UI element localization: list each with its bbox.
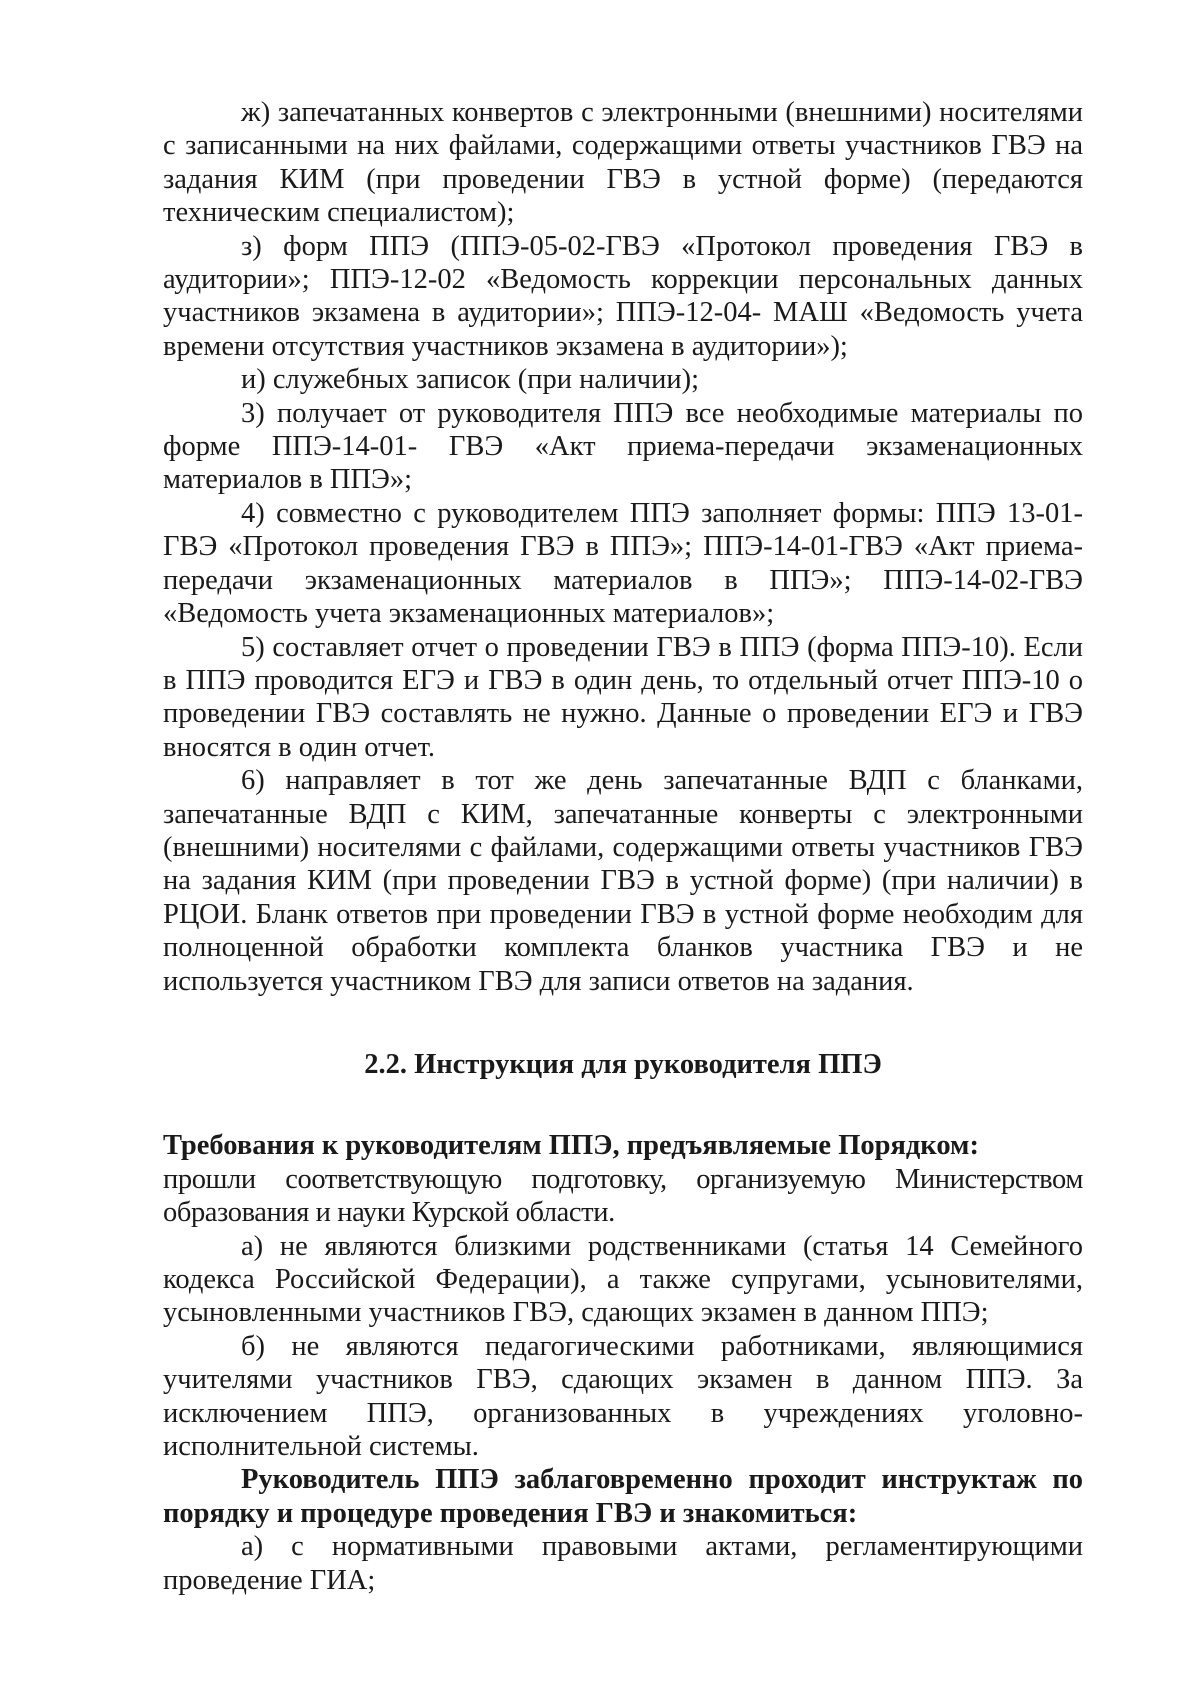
paragraph-item-i: и) служебных записок (при наличии);: [241, 364, 700, 396]
requirements-item-a: а) не являются близкими родственниками (статья 14 Семейного кодекса Российской Федерации), а также супругами, усыновителями, усыновленными участников ГВЭ, сдающих экзамен в данном ППЭ;: [163, 1230, 1083, 1329]
paragraph-item-zh: ж) запечатанных конвертов с электронными (внешними) носителями с записанными на них файлами, содержащими ответы участников ГВЭ на задания КИМ (при проведении ГВЭ в устной форме) (передаются техническим специалистом);: [163, 97, 1083, 229]
paragraph-item-z: з) форм ППЭ (ППЭ-05-02-ГВЭ «Протокол проведения ГВЭ в аудитории»; ППЭ-12-02 «Ведомость коррекции персональных данных участников экзамена в аудитории»; ППЭ-12-04- МАШ «Ведомость учета времени отсутствия участников экзамена в аудитории»);: [163, 230, 1083, 362]
paragraph-item-3: 3) получает от руководителя ППЭ все необходимые материалы по форме ППЭ-14-01- ГВЭ «Акт приема-передачи экзаменационных материалов в ППЭ»;: [163, 397, 1083, 496]
briefing-title: Руководитель ППЭ заблаговременно проходит инструктаж по порядку и процедуре проведения ГВЭ и знакомиться:: [163, 1464, 1083, 1529]
briefing-item-a: а) с нормативными правовыми актами, регламентирующими проведение ГИА;: [163, 1531, 1083, 1596]
requirements-item-b: б) не являются педагогическими работниками, являющимися учителями участников ГВЭ, сдающих экзамен в данном ППЭ. За исключением ППЭ, организованных в учреждениях уголовно-исполнительной системы.: [163, 1330, 1083, 1463]
paragraph-item-5: 5) составляет отчет о проведении ГВЭ в ППЭ (форма ППЭ-10). Если в ППЭ проводится ЕГЭ и ГВЭ в один день, то отдельный отчет ППЭ-10 о проведении ГВЭ составлять не нужно. Данные о проведении ЕГЭ и ГВЭ вносятся в один отчет.: [163, 631, 1083, 763]
requirements-title: Требования к руководителям ППЭ, предъявляемые Порядком:: [163, 1130, 979, 1162]
requirements-intro: прошли соответствующую подготовку, организуемую Министерством образования и науки Курской области.: [163, 1163, 1083, 1229]
section-heading: 2.2. Инструкция для руководителя ППЭ: [364, 1048, 882, 1080]
paragraph-item-6: 6) направляет в тот же день запечатанные ВДП с бланками, запечатанные ВДП с КИМ, запечатанные конверты с электронными (внешними) носителями с файлами, содержащими ответы участников ГВЭ на задания КИМ (при проведении ГВЭ в устной форме) (при наличии) в РЦОИ. Бланк ответов при проведении ГВЭ в устной форме необходим для полноценной обработки комплекта бланков участника ГВЭ и не используется участником ГВЭ для записи ответов на задания.: [163, 765, 1083, 997]
paragraph-item-4: 4) совместно с руководителем ППЭ заполняет формы: ППЭ 13-01-ГВЭ «Протокол проведения ГВЭ в ППЭ»; ППЭ-14-01-ГВЭ «Акт приема-передачи экзаменационных материалов в ППЭ»; ППЭ-14-02-ГВЭ «Ведомость учета экзаменационных материалов»;: [163, 497, 1083, 630]
document-page: [163, 96, 1083, 1597]
